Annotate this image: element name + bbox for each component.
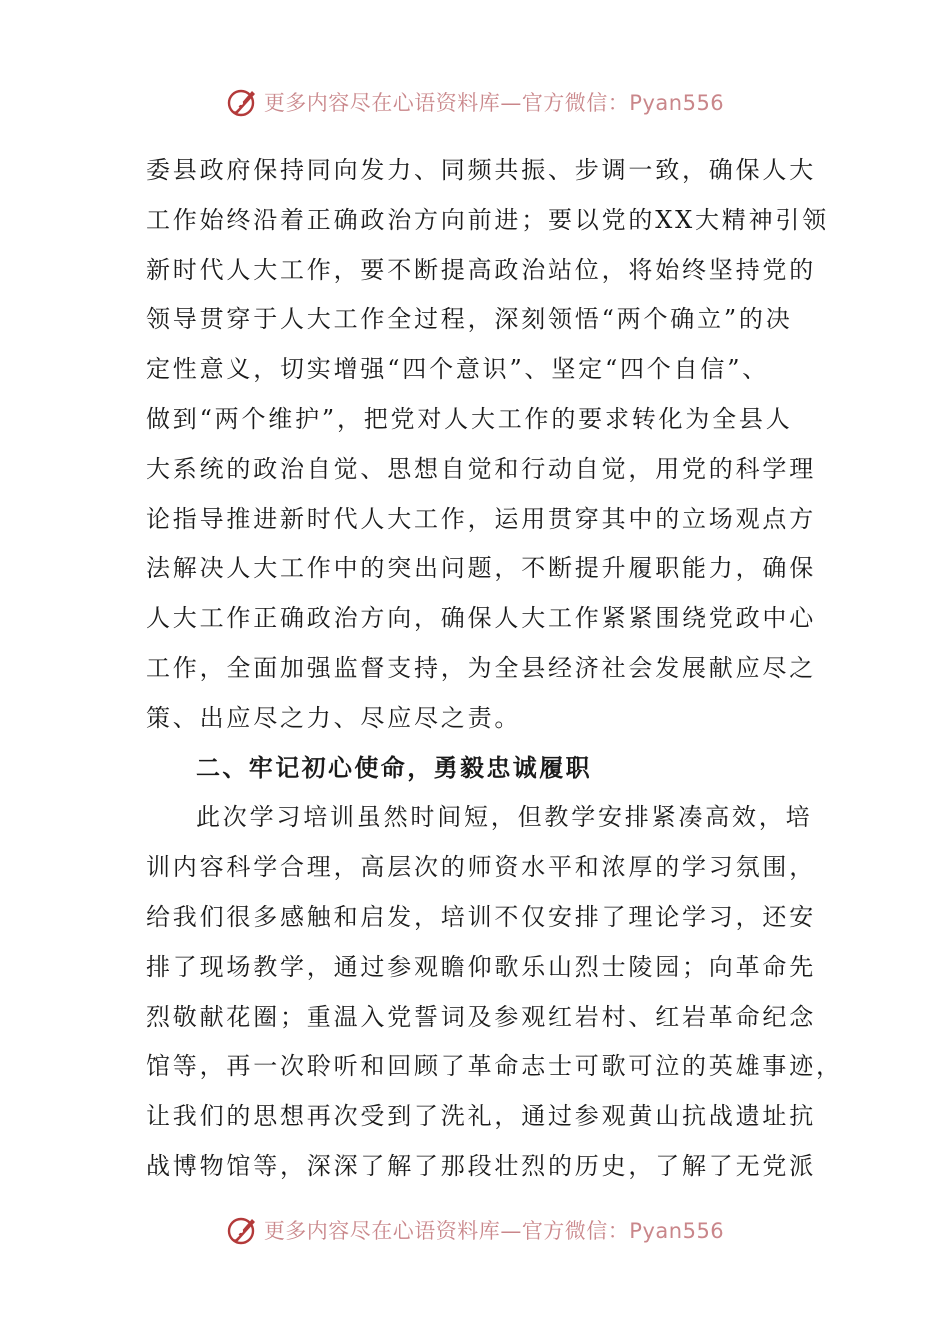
banner-wechat: 官方微信：Pyan556 <box>521 91 725 115</box>
banner-text <box>264 1215 724 1245</box>
text-line: 烈敬献花圈；重温入党誓词及参观红岩村、红岩革命纪念 <box>146 1002 816 1031</box>
text-line: 委县政府保持同向发力、同频共振、步调一致，确保人大 <box>146 156 816 184</box>
text-line: 做到“两个维护”，把党对人大工作的要求转化为全县人 <box>146 404 793 433</box>
banner-separator: — <box>500 1219 522 1243</box>
text-line: 论指导推进新时代人大工作，运用贯穿其中的立场观点方 <box>146 504 816 533</box>
text-line: 给我们很多感触和启发，培训不仅安排了理论学习，还安 <box>146 902 816 931</box>
quill-pen-logo-icon <box>226 1213 260 1247</box>
text-line: 策、出应尽之力、尽应尽之责。 <box>146 703 522 732</box>
text-line: 领导贯穿于人大工作全过程，深刻领悟“两个确立”的决 <box>146 305 793 334</box>
header-banner <box>0 82 950 122</box>
text-line: 此次学习培训虽然时间短，但教学安排紧凑高效，培 <box>196 803 813 832</box>
banner-text <box>264 87 724 117</box>
text-line: 馆等，再一次聆听和回顾了革命志士可歌可泣的英雄事迹， <box>146 1052 843 1081</box>
text-line: 人大工作正确政治方向，确保人大工作紧紧围绕党政中心 <box>146 604 816 633</box>
text-line: 大系统的政治自觉、思想自觉和行动自觉，用党的科学理 <box>146 454 816 483</box>
text-line: 排了现场教学，通过参观瞻仰歌乐山烈士陵园；向革命先 <box>146 952 816 981</box>
document-body <box>146 146 843 1192</box>
banner-separator: — <box>500 91 522 115</box>
text-line: 定性意义，切实增强“四个意识”、坚定“四个自信”、 <box>146 355 770 384</box>
banner-library-name: 更多内容尽在心语资料库 <box>263 1219 501 1243</box>
text-line: 法解决人大工作中的突出问题，不断提升履职能力，确保 <box>146 554 816 583</box>
banner-wechat: 官方微信：Pyan556 <box>521 1219 725 1243</box>
text-line: 让我们的思想再次受到了洗礼，通过参观黄山抗战遗址抗 <box>146 1102 816 1131</box>
text-line: 战博物馆等，深深了解了那段壮烈的历史，了解了无党派 <box>146 1151 816 1180</box>
banner-library-name: 更多内容尽在心语资料库 <box>263 91 501 115</box>
text-line: 新时代人大工作，要不断提高政治站位，将始终坚持党的 <box>146 255 816 284</box>
footer-banner <box>0 1210 950 1250</box>
section-heading: 二、牢记初心使命，勇毅忠诚履职 <box>196 753 592 782</box>
text-line: 工作始终沿着正确政治方向前进；要以党的XX大精神引领 <box>146 205 829 234</box>
text-line: 工作，全面加强监督支持，为全县经济社会发展献应尽之 <box>146 653 816 682</box>
text-line: 训内容科学合理，高层次的师资水平和浓厚的学习氛围， <box>146 853 816 882</box>
quill-pen-logo-icon <box>226 85 260 119</box>
